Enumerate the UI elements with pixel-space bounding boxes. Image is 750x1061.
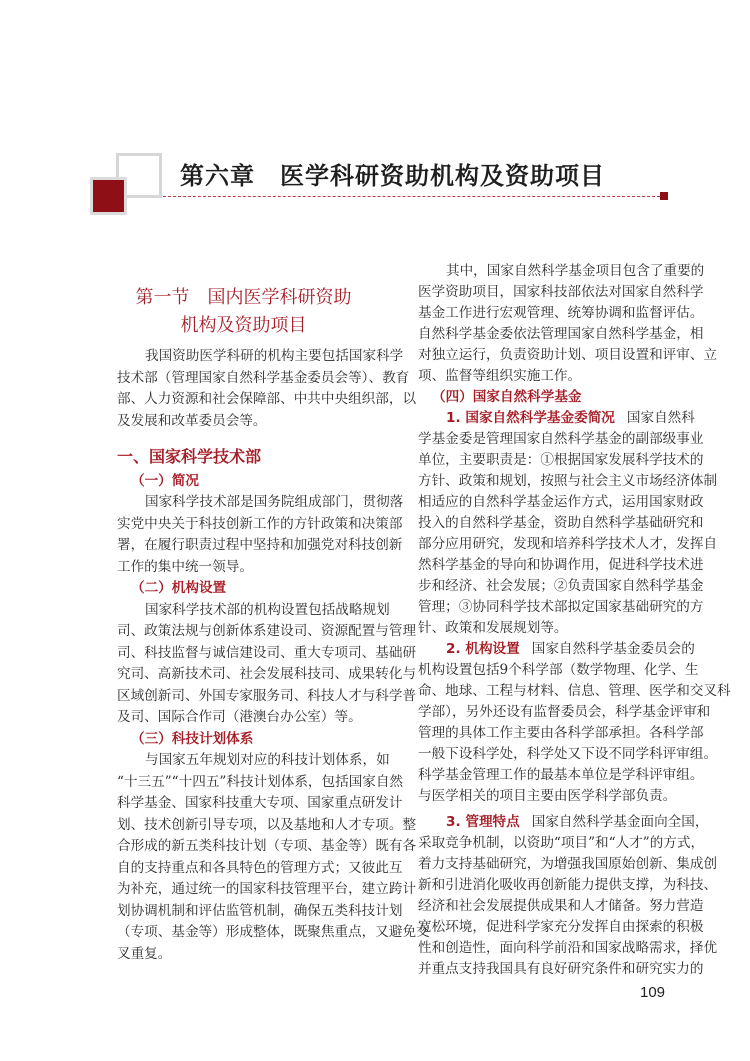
subsection-heading: （三）科技计划体系 — [131, 730, 254, 747]
paragraph-line: 划、技术创新引导专项，以及基地和人才专项。整 — [117, 816, 417, 833]
paragraph-line: 学基金委是管理国家自然科学基金的副部级事业 — [418, 431, 704, 447]
paragraph-line — [418, 812, 709, 833]
rule-end-square — [660, 192, 668, 200]
paragraph-line: 新和引进消化吸收再创新能力提供支撑，为科技、 — [418, 877, 718, 893]
section-title — [117, 284, 370, 340]
paragraph-line: 针、政策和发展规划等。 — [418, 620, 568, 636]
paragraph-line: 学部），另外还设有监督委员会，科学基金评审和 — [418, 704, 711, 720]
paragraph-line: 叉重复。 — [117, 945, 172, 962]
paragraph-line: 为补充，通过统一的国家科技管理平台，建立跨计 — [117, 881, 417, 897]
paragraph-line: 管理；③协同科学技术部拟定国家基础研究的方 — [418, 599, 704, 615]
paragraph-line: 国家科学技术部的机构设置包括战略规划 — [145, 601, 390, 618]
paragraph-line: 步和经济、社会发展；②负责国家自然科学基金 — [418, 578, 704, 594]
paragraph-line: 科学基金管理工作的最基本单位是学科评审组。 — [418, 767, 704, 783]
paragraph-line: 与国家五年规划对应的科技计划体系，如 — [145, 752, 390, 768]
page-number: 109 — [640, 984, 666, 1001]
paragraph-line: “十三五”“十四五”科技计划体系，包括国家自然 — [117, 773, 404, 790]
paragraph-line: 相适应的自然科学基金运作方式，运用国家财政 — [418, 494, 704, 510]
paragraph-text: 国家自然科学基金委员会的 — [531, 641, 695, 657]
paragraph-line: 及司、国际合作司（港澳台办公室）等。 — [117, 709, 362, 725]
subsection-heading: （四）国家自然科学基金 — [432, 389, 582, 405]
paragraph-text: 国家自然科 — [626, 410, 695, 426]
paragraph-line: 医学资助项目，国家科技部依法对国家自然科学 — [418, 284, 704, 300]
paragraph-line: 然科学基金的导向和协调作用，促进科学技术进 — [418, 557, 704, 573]
subsection-heading: （一）简况 — [131, 472, 199, 489]
paragraph-line: 司、政策法规与创新体系建设司、资源配置与管理 — [117, 623, 417, 639]
paragraph-line: 我国资助医学科研的机构主要包括国家科学 — [145, 348, 404, 364]
paragraph-line: 合形成的新五类科技计划（专项、基金等）既有各 — [117, 838, 417, 854]
paragraph-line: 着力支持基础研究，为增强我国原始创新、集成创 — [418, 856, 718, 872]
paragraph-line: 自然科学基金委依法管理国家自然科学基金，相 — [418, 326, 704, 342]
paragraph-line: 部、人力资源和社会保障部、中共中央组织部，以 — [117, 391, 417, 407]
paragraph-line: 管理的具体工作主要由各科学部承担。各科学部 — [418, 725, 704, 741]
inline-heading: 3. 管理特点 — [446, 814, 520, 830]
paragraph-line: 基金工作进行宏观管理、统筹协调和监督评估。 — [418, 305, 704, 321]
paragraph-line: 宽松环境，促进科学家充分发挥自由探索的积极 — [418, 919, 704, 935]
paragraph-line: 机构设置包括9个科学部（数学物理、化学、生 — [418, 662, 699, 678]
paragraph-line: 划协调机制和评估监管机制，确保五类科技计划 — [117, 902, 403, 919]
paragraph-line: 命、地球、工程与材料、信息、管理、医学和交叉科 — [418, 683, 731, 699]
paragraph-line: 投入的自然科学基金，资助自然科学基础研究和 — [418, 515, 704, 531]
paragraph-line: 并重点支持我国具有良好研究条件和研究实力的 — [418, 961, 704, 977]
paragraph-line: 其中，国家自然科学基金项目包含了重要的 — [446, 263, 705, 279]
inline-heading: 1. 国家自然科学基金委简况 — [446, 410, 615, 426]
paragraph-line: 一般下设科学处，科学处又下设不同学科评审组。 — [418, 746, 718, 762]
left-column — [117, 346, 430, 965]
paragraph-line: 技术部（管理国家自然科学基金委员会等）、教育 — [117, 369, 410, 386]
paragraph-line: 性和创造性，面向科学前沿和国家战略需求，择优 — [418, 940, 718, 956]
paragraph-line: 自的支持重点和各具特色的管理方式；又彼此互 — [117, 859, 403, 876]
paragraph-line: 与医学相关的项目主要由医学科学部负责。 — [418, 788, 677, 804]
paragraph-line: 国家科学技术部是国务院组成部门，贯彻落 — [145, 494, 404, 510]
section-title-line: 第一节 国内医学科研资助 — [135, 287, 352, 308]
paragraph-line: 及发展和改革委员会等。 — [117, 412, 267, 429]
subsection-heading: （二）机构设置 — [131, 580, 227, 596]
paragraph-line: 方针、政策和规划，按照与社会主义市场经济体制 — [418, 473, 718, 489]
paragraph-line: 采取竞争机制，以资助“项目”和“人才”的方式， — [418, 835, 705, 851]
paragraph-line: 署，在履行职责过程中坚持和加强党对科技创新 — [117, 537, 403, 553]
section-heading: 一、国家科学技术部 — [117, 447, 262, 466]
paragraph-line: 区域创新司、外国专家服务司、科技人才与科学普 — [117, 687, 417, 704]
paragraph-line: （专项、基金等）形成整体，既聚焦重点，又避免交 — [117, 924, 430, 940]
paragraph-line: 实党中央关于科技创新工作的方针政策和决策部 — [117, 515, 403, 532]
chapter-dotted-rule — [163, 196, 660, 197]
paragraph-line: 部分应用研究，发现和培养科学技术人才，发挥自 — [418, 536, 718, 552]
chapter-title: 第六章 医学科研资助机构及资助项目 — [180, 161, 605, 190]
inline-heading: 2. 机构设置 — [446, 641, 520, 657]
right-column — [418, 261, 731, 980]
paragraph-line — [418, 408, 695, 429]
paragraph-line: 对独立运行，负责资助计划、项目设置和评审、立 — [418, 347, 718, 363]
paragraph-line: 项、监督等组织实施工作。 — [418, 368, 582, 384]
paragraph-line: 单位，主要职责是：①根据国家发展科学技术的 — [418, 452, 704, 468]
paragraph-line: 究司、高新技术司、社会发展科技司、成果转化与 — [117, 666, 417, 682]
paragraph-line: 司、科技监督与诚信建设司、重大专项司、基础研 — [117, 644, 417, 661]
paragraph-line: 工作的集中统一领导。 — [117, 558, 253, 575]
paragraph-line: 科学基金、国家科技重大专项、国家重点研发计 — [117, 795, 403, 811]
section-title-line: 机构及资助项目 — [180, 315, 307, 336]
paragraph-text: 国家自然科学基金面向全国， — [531, 814, 709, 830]
chapter-decoration-red-square — [90, 177, 127, 215]
paragraph-line — [418, 639, 695, 660]
paragraph-line: 经济和社会发展提供成果和人才储备。努力营造 — [418, 898, 704, 914]
